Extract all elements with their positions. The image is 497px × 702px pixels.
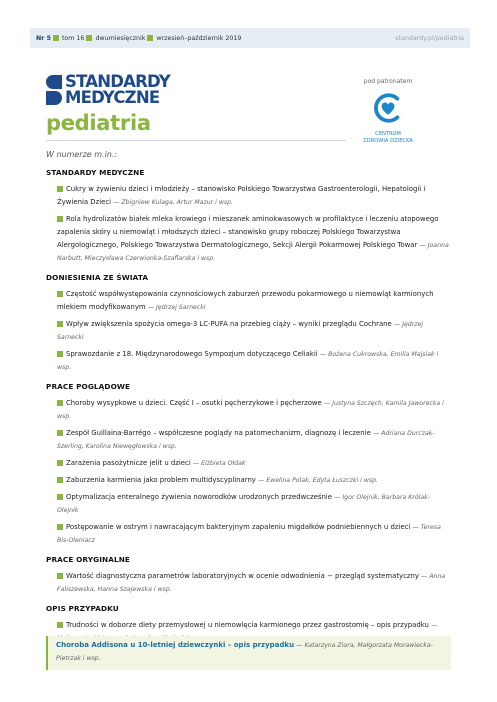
- article-title: Częstość współwystępowania czynnościowych zaburzeń przewodu pokarmowego u niemowląt karmionych mlekiem modyfikowanym: [57, 290, 434, 311]
- article-authors: — Bożena Cukrowska, Emilia Majsiak i wsp.: [57, 351, 439, 371]
- patron-org-line-1: CENTRUM: [375, 131, 401, 137]
- article-authors: — Elżbieta Ołdak: [192, 460, 246, 467]
- article-title: Zarażenia pasożytnicze jelit u dzieci: [66, 459, 191, 467]
- article-title: Trudności w doborze diety przemysłowej u niemowlęcia karmionego przez gastrostomię – opis przypadku: [66, 621, 429, 629]
- article-title: Zaburzenia karmienia jako problem multidyscyplinarny: [66, 476, 256, 484]
- issue-number: Nr 5: [36, 34, 51, 42]
- article-authors: — Adriana Durczak-Szerling, Karolina Niewęgłowska i wsp.: [57, 430, 435, 450]
- bullet-icon: [53, 35, 59, 41]
- contents-list: [46, 168, 451, 653]
- article-item[interactable]: [46, 348, 451, 374]
- article-authors: — Teresa Bis-Oleniacz: [57, 524, 441, 544]
- article-title: Choroby wysypkowe u dzieci. Część I – osutki pęcherzykowe i pęcherzowe: [66, 399, 322, 407]
- section-heading: STANDARDY MEDYCZNE: [46, 168, 145, 177]
- article-authors: — Ewelina Polak, Edyta Łuszczki i wsp.: [258, 477, 379, 484]
- article-item[interactable]: [46, 288, 451, 314]
- brand-logo: [46, 74, 170, 106]
- bullet-icon: [86, 35, 92, 41]
- article-title: Rola hydrolizatów białek mleka krowiego i mieszanek aminokwasowych w profilaktyce i leczeniu atopowego zapalenia skóry u niemowląt i młodszych dzieci – stanowisko grupy roboczej Polskiego Towarzystwa Alergologicznego, Polskiego Towarzystwa Dermatologicznego, Sekcji Alergii Pokarmowej Polskiego Towar: [57, 215, 439, 249]
- section-heading: PRACE POGLĄDOWE: [46, 382, 131, 391]
- highlight-box[interactable]: [46, 636, 451, 670]
- highlight-title: Choroba Addisona u 10-letniej dziewczynki – opis przypadku: [56, 641, 295, 649]
- section-heading: PRACE ORYGINALNE: [46, 555, 130, 564]
- article-item[interactable]: [46, 491, 451, 517]
- czd-heart-logo-icon: [371, 91, 405, 125]
- article-item[interactable]: [46, 521, 451, 547]
- patron-org-line-2: ZDROWIA DZIECKA: [363, 137, 413, 144]
- article-item[interactable]: [46, 427, 451, 453]
- article-item[interactable]: [46, 457, 451, 470]
- article-authors: — Joanna Narbutt, Mieczysława Czerwionka-Szaflarska i wsp.: [57, 242, 449, 262]
- divider: [46, 140, 346, 141]
- section-heading: OPIS PRZYPADKU: [46, 604, 119, 613]
- patronage-block: [355, 78, 421, 144]
- article-title: Optymalizacja enteralnego żywienia noworodków urodzonych przedwcześnie: [66, 493, 332, 501]
- volume: tom 16: [61, 34, 85, 42]
- issue-bar: [30, 28, 470, 48]
- brand-line-2: MEDYCZNE: [65, 88, 160, 107]
- article-item[interactable]: [46, 213, 451, 265]
- logo-mark-icon: [46, 75, 62, 105]
- article-title: Cukry w żywieniu dzieci i młodzieży – stanowisko Polskiego Towarzystwa Gastroenterologii, Hepatologii i Żywienia Dzieci: [57, 185, 426, 206]
- article-item[interactable]: [46, 397, 451, 423]
- article-title: Postępowanie w ostrym i nawracającym bakteryjnym zapaleniu migdałków podniebiennych u dzieci: [66, 523, 411, 531]
- article-title: Wpływ zwiększenia spożycia omega-3 LC-PUFA na przebieg ciąży – wyniki przeglądu Cochrane: [66, 320, 392, 328]
- intro-text: W numerze m.in.:: [46, 150, 118, 159]
- article-item[interactable]: [46, 318, 451, 344]
- article-authors: — Zbigniew Kulaga, Artur Mazur i wsp.: [113, 199, 233, 206]
- article-authors: — Igor Olejnik, Barbara Królak-Olejnik: [57, 494, 430, 514]
- bullet-icon: [147, 35, 153, 41]
- patronage-label: pod patronatem: [363, 78, 413, 85]
- article-item[interactable]: [46, 570, 451, 596]
- article-authors: —: [431, 622, 438, 629]
- section-heading: DONIESIENIA ZE ŚWIATA: [46, 273, 149, 282]
- article-title: Zespół Guillaina-Barrégo – współczesne poglądy na patomechanizm, diagnozę i leczenie: [66, 429, 371, 437]
- site-link[interactable]: standardy.pl/pediatria: [395, 34, 464, 42]
- article-item[interactable]: [46, 183, 451, 209]
- frequency: dwumiesięcznik: [95, 34, 146, 42]
- brand-line-1: STANDARDY: [65, 72, 170, 91]
- article-item[interactable]: [46, 474, 451, 487]
- highlight-authors: — Katarzyna Ziora, Małgorzata Morawiecka-Pietrzak i wsp.: [56, 642, 433, 662]
- period: wrzesień–październik 2019: [156, 34, 242, 42]
- article-authors: — Anna Faliszewska, Hanna Szajewska i wsp.: [57, 573, 446, 593]
- article-authors: — Jędrzej Sarnecki: [57, 321, 424, 341]
- article-authors: — Justyna Szczęch, Kamila Jaworecka i wsp.: [57, 400, 444, 420]
- journal-title: pediatria: [46, 111, 151, 135]
- article-title: Wartość diagnostyczna parametrów laboratoryjnych w ocenie odwodnienia − przegląd systematyczny: [66, 572, 419, 580]
- article-authors: — Jędrzej Sarnecki: [147, 304, 206, 311]
- article-title: Sprawozdanie z 18. Międzynarodowego Sympozjum dotyczącego Celiakii: [66, 350, 318, 358]
